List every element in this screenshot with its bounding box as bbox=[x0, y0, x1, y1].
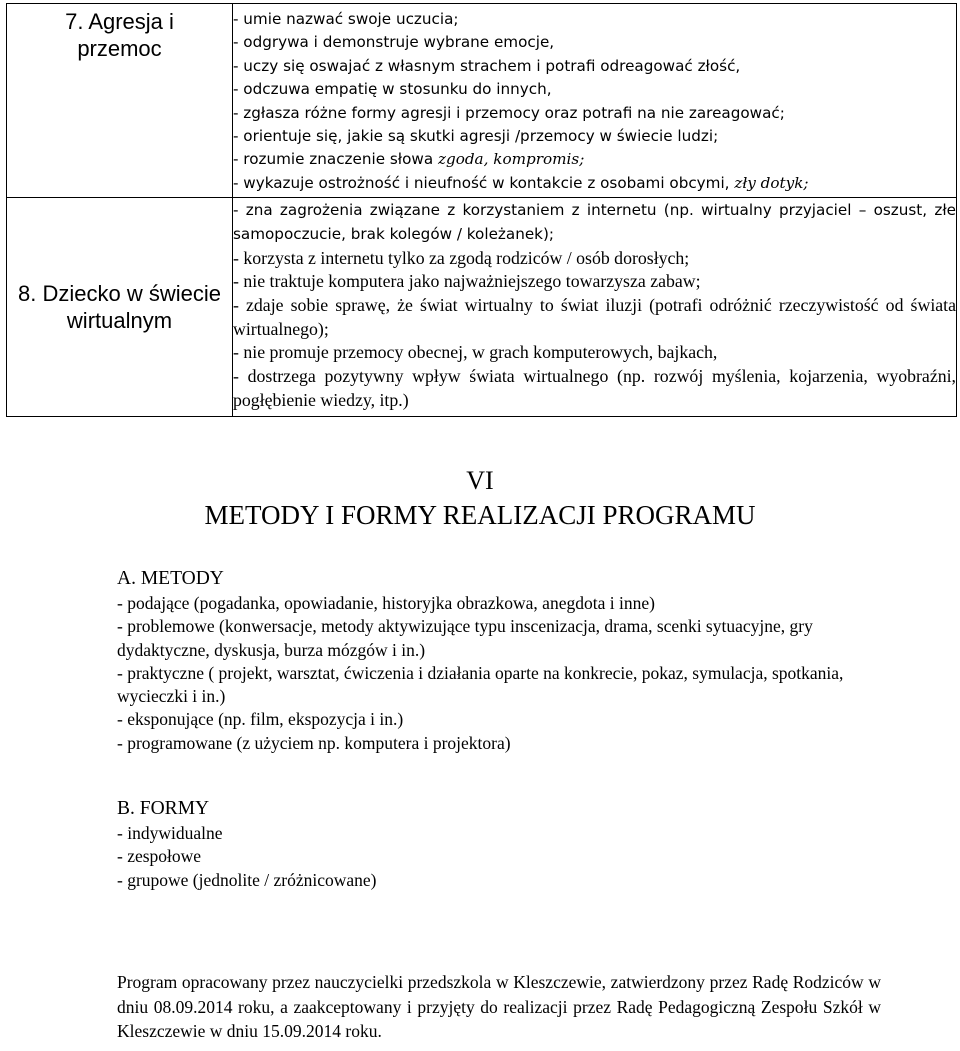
list-item: - praktyczne ( projekt, warsztat, ćwiczenia i działania oparte na konkrecie, pokaz, symulacja, spotkania, wycieczki i in.) bbox=[117, 662, 844, 707]
forms-heading: B. FORMY bbox=[117, 798, 210, 819]
table-row bbox=[7, 198, 957, 416]
list-item: - zdaje sobie sprawę, że świat wirtualny to świat iluzji (potrafi odróżnić rzeczywistość od świata wirtualnego); bbox=[233, 295, 956, 339]
row-title-cell bbox=[7, 4, 233, 198]
methods-section bbox=[117, 566, 857, 755]
row-title bbox=[7, 4, 232, 62]
approval-note: Program opracowany przez nauczycielki przedszkola w Kleszczewie, zatwierdzony przez Radę Rodziców w dniu 08.09.2014 roku, a zaakceptowany i przyjęty do realizacji przez Radę Pedagogiczną Zespołu Szkół w Kleszczewie w dniu 15.09.2014 roku. bbox=[117, 972, 881, 1041]
list-item-emphasis: zły dotyk; bbox=[734, 173, 809, 192]
list-item: - orientuje się, jakie są skutki agresji /przemocy w świecie ludzi; bbox=[233, 127, 719, 146]
list-item: - grupowe (jednolite / zróżnicowane) bbox=[117, 869, 377, 890]
list-item: - programowane (z użyciem np. komputera i projektora) bbox=[117, 732, 511, 753]
row-title-line: przemoc bbox=[77, 36, 162, 61]
list-item: - odczuwa empatię w stosunku do innych, bbox=[233, 80, 552, 99]
list-item: - korzysta z internetu tylko za zgodą rodziców / osób dorosłych; bbox=[233, 247, 690, 268]
list-item: - nie traktuje komputera jako najważniejszego towarzysza zabaw; bbox=[233, 271, 701, 292]
row-title-line: 8. Dziecko w świecie bbox=[18, 280, 221, 306]
list-item: - umie nazwać swoje uczucia; bbox=[233, 10, 459, 28]
section-title: METODY I FORMY REALIZACJI PROGRAMU bbox=[204, 500, 756, 530]
list-item: - podające (pogadanka, opowiadanie, historyjka obrazkowa, anegdota i inne) bbox=[117, 593, 655, 613]
list-item-text: - rozumie znaczenie słowa bbox=[233, 150, 438, 169]
list-item: - indywidualne bbox=[117, 823, 223, 843]
row-title-line: 7. Agresja i bbox=[65, 9, 174, 34]
row-title-cell bbox=[7, 198, 233, 416]
row-title bbox=[7, 280, 232, 334]
list-item bbox=[233, 172, 956, 195]
table-row bbox=[7, 4, 957, 198]
methods-heading: A. METODY bbox=[117, 568, 224, 589]
list-item: - odgrywa i demonstruje wybrane emocje, bbox=[233, 33, 555, 52]
list-item: - dostrzega pozytywny wpływ świata wirtualnego (np. rozwój myślenia, kojarzenia, wyobraźni, pogłębienie wiedzy, itp.) bbox=[233, 366, 956, 410]
row-content-cell bbox=[233, 198, 957, 416]
row-content-cell bbox=[233, 4, 957, 198]
list-item: - zna zagrożenia związane z korzystaniem z internetu (np. wirtualny przyjaciel – oszust, złe samopoczucie, brak kolegów / koleżanek); bbox=[233, 201, 956, 243]
list-item: - problemowe (konwersacje, metody aktywizujące typu inscenizacja, drama, scenki sytuacyjne, gry dydaktyczne, dyskusja, burza mózgów i in.) bbox=[117, 616, 813, 660]
list-item bbox=[233, 148, 956, 171]
section-number: VI bbox=[466, 466, 494, 495]
list-item: - eksponujące (np. film, ekspozycja i in.) bbox=[117, 709, 404, 730]
list-item: - uczy się oswajać z własnym strachem i potrafi odreagować złość, bbox=[233, 56, 741, 75]
row-title-line: wirtualnym bbox=[66, 307, 173, 333]
list-item: - zgłasza różne formy agresji i przemocy oraz potrafi na nie zareagować; bbox=[233, 103, 785, 122]
list-item-text: - wykazuje ostrożność i nieufność w kontakcie z osobami obcymi, bbox=[233, 173, 735, 192]
list-item-emphasis: zgoda, kompromis; bbox=[437, 150, 585, 169]
list-item: - nie promuje przemocy obecnej, w grach komputerowych, bajkach, bbox=[233, 342, 718, 363]
list-item: - zespołowe bbox=[117, 846, 202, 867]
forms-section bbox=[117, 796, 857, 892]
program-table bbox=[6, 3, 957, 417]
